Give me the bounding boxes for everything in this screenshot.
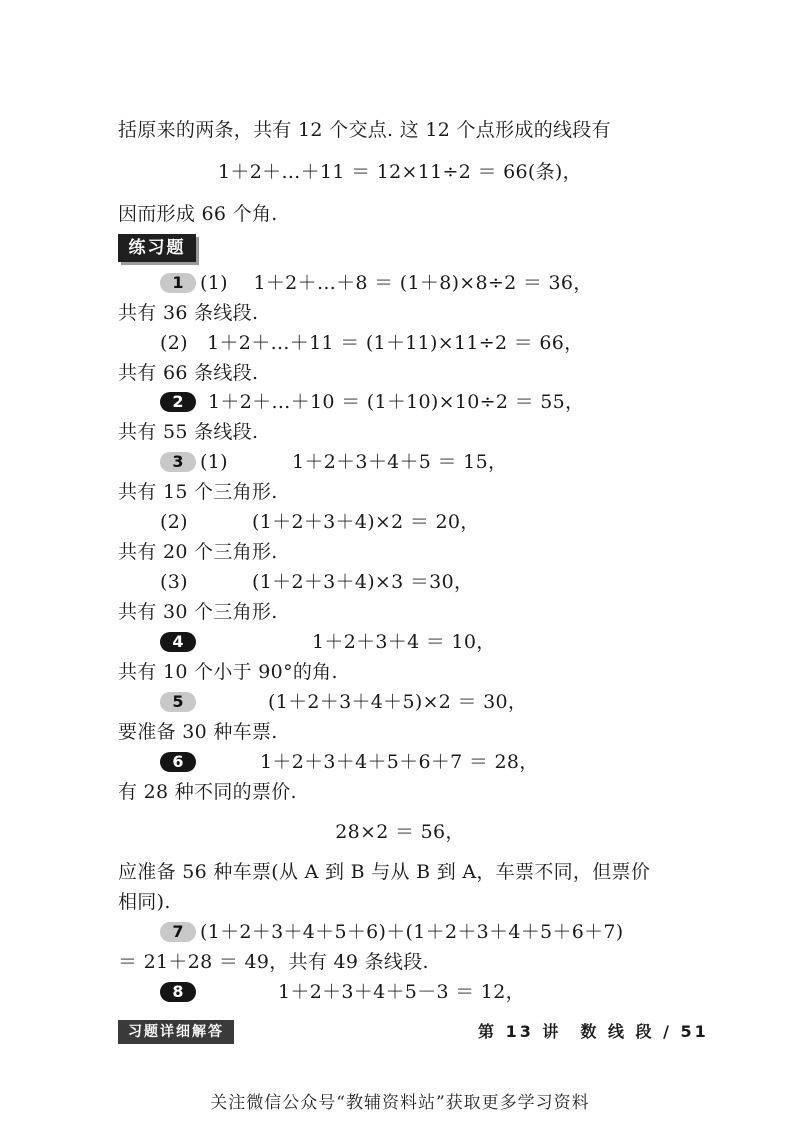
exercise-3-line-b: 共有 15 个三角形. [118,481,278,503]
exercise-8-line-a: 1＋2＋3＋4＋5－3 ＝ 12， [278,981,525,1003]
footer-page-info: 第 13 讲 数 线 段 / 51 [478,1022,709,1041]
exercise-3-line-a: (1) 1＋2＋3＋4＋5 ＝ 15， [200,451,508,473]
exercise-3-line-c: (2) (1＋2＋3＋4)×2 ＝ 20， [160,511,480,533]
exercise-6-line-d: 应准备 56 种车票(从 A 到 B 与从 B 到 A，车票不同，但票价 [118,861,651,883]
exercise-6-badge: 6 [160,752,196,772]
exercise-6-line-b: 有 28 种不同的票价. [118,781,297,803]
exercise-1-badge: 1 [160,273,196,293]
exercise-4-line-b: 共有 10 个小于 90°的角. [118,661,338,683]
exercise-2-line-a: 1＋2＋…＋10 ＝ (1＋10)×10÷2 ＝ 55， [208,391,585,413]
exercise-6-line-e: 相同). [118,891,171,913]
watermark-text: 关注微信公众号“教辅资料站”获取更多学习资料 [210,1093,590,1113]
exercise-3-line-f: 共有 30 个三角形. [118,601,278,623]
exercise-1-line-a: (1) 1＋2＋…＋8 ＝ (1＋8)×8÷2 ＝ 36， [200,272,593,294]
exercise-1-line-c: (2) 1＋2＋…＋11 ＝ (1＋11)×11÷2 ＝ 66， [160,332,584,354]
exercise-4-badge: 4 [160,632,196,652]
exercise-1-line-b: 共有 36 条线段. [118,302,259,324]
exercise-7-badge: 7 [160,922,196,942]
exercise-3-line-e: (3) (1＋2＋3＋4)×3 ＝30， [160,571,474,593]
intro-line-1: 括原来的两条，共有 12 个交点. 这 12 个点形成的线段有 [118,119,611,141]
exercise-3-line-d: 共有 20 个三角形. [118,541,278,563]
exercise-6-line-a: 1＋2＋3＋4＋5＋6＋7 ＝ 28， [260,751,539,773]
formula-line-1: 1＋2＋…＋11 ＝ 12×11÷2 ＝ 66(条)， [218,161,582,183]
exercise-5-line-a: (1＋2＋3＋4＋5)×2 ＝ 30， [268,691,528,713]
footer-section-label: 习题详细解答 [118,1020,234,1044]
exercise-7-line-a: (1＋2＋3＋4＋5＋6)＋(1＋2＋3＋4＋5＋6＋7) [200,921,624,943]
exercise-3-badge: 3 [160,452,196,472]
section-title-badge: 练习题 [118,234,196,262]
exercise-1-line-d: 共有 66 条线段. [118,362,259,384]
exercise-2-line-b: 共有 55 条线段. [118,421,259,443]
exercise-6-line-c: 28×2 ＝ 56， [335,821,465,843]
exercise-2-badge: 2 [160,392,196,412]
exercise-5-line-b: 要准备 30 种车票. [118,721,278,743]
intro-line-3: 因而形成 66 个角. [118,203,278,225]
exercise-8-badge: 8 [160,982,196,1002]
exercise-7-line-b: ＝ 21＋28 ＝ 49，共有 49 条线段. [118,951,429,973]
exercise-4-line-a: 1＋2＋3＋4 ＝ 10， [312,631,496,653]
exercise-5-badge: 5 [160,692,196,712]
